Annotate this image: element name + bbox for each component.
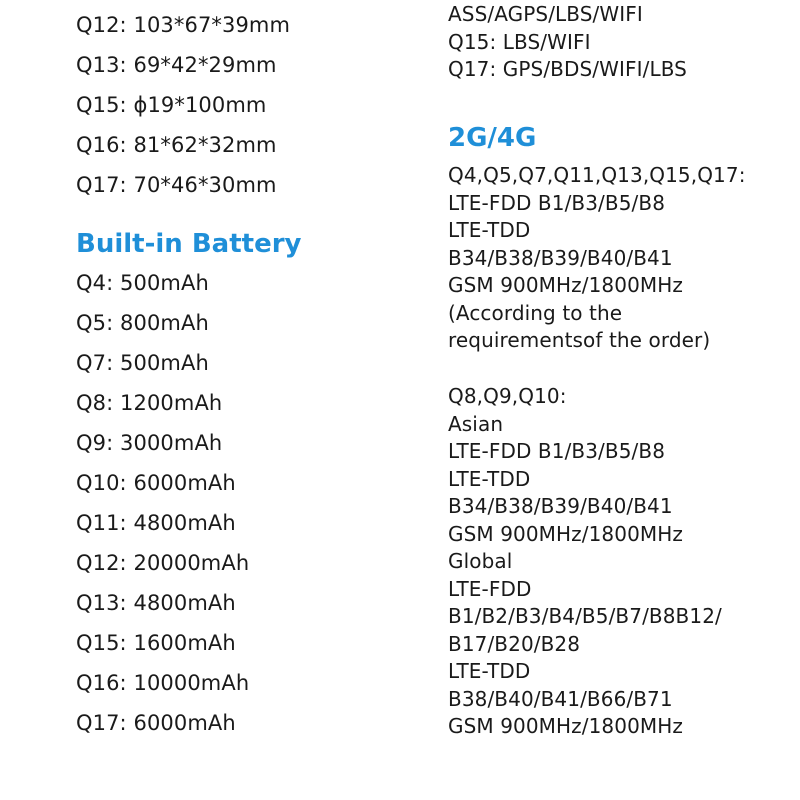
network-line: GSM 900MHz/1800MHz bbox=[448, 273, 684, 297]
network-note-line: (According to the bbox=[448, 300, 623, 325]
network-line: GSM 900MHz/1800MHz bbox=[448, 714, 684, 738]
network-line: B38/B40/B41/B66/B71 bbox=[448, 686, 673, 711]
network-line: LTE-FDD bbox=[448, 576, 532, 601]
battery-line-q8: Q8: 1200mAh bbox=[76, 391, 223, 415]
network-line: LTE-TDD bbox=[448, 218, 531, 242]
battery-line-q7: Q7: 500mAh bbox=[76, 351, 209, 375]
network-heading: 2G/4G bbox=[448, 123, 537, 153]
dimension-line-q15: Q15: ϕ19*100mm bbox=[76, 93, 267, 117]
battery-line-q17: Q17: 6000mAh bbox=[76, 711, 236, 735]
network-line: LTE-TDD bbox=[448, 659, 531, 683]
network-note-line: requirementsof the order) bbox=[448, 328, 711, 352]
network-line: B34/B38/B39/B40/B41 bbox=[448, 494, 673, 518]
network-line: LTE-TDD bbox=[448, 466, 531, 491]
dimension-line-q12: Q12: 103*67*39mm bbox=[76, 13, 291, 37]
network-line: B17/B20/B28 bbox=[448, 631, 581, 656]
battery-line-q5: Q5: 800mAh bbox=[76, 311, 209, 335]
positioning-line-1: ASS/AGPS/LBS/WIFI bbox=[448, 2, 643, 26]
network-models-line: Q4,Q5,Q7,Q11,Q13,Q15,Q17: bbox=[448, 163, 746, 187]
positioning-line-q15: Q15: LBS/WIFI bbox=[448, 29, 591, 54]
network-line: LTE-FDD B1/B3/B5/B8 bbox=[448, 439, 666, 463]
battery-list bbox=[76, 263, 249, 743]
battery-line-q10: Q10: 6000mAh bbox=[76, 471, 236, 495]
network-line: B34/B38/B39/B40/B41 bbox=[448, 245, 673, 270]
dimension-line-q17: Q17: 70*46*30mm bbox=[76, 173, 277, 197]
positioning-line-q17: Q17: GPS/BDS/WIFI/LBS bbox=[448, 57, 687, 81]
network-line: LTE-FDD B1/B3/B5/B8 bbox=[448, 190, 666, 215]
battery-line-q16: Q16: 10000mAh bbox=[76, 671, 250, 695]
positioning-list bbox=[448, 1, 687, 84]
battery-line-q4: Q4: 500mAh bbox=[76, 271, 209, 295]
battery-line-q13: Q13: 4800mAh bbox=[76, 591, 236, 615]
network-region-global: Global bbox=[448, 549, 513, 573]
network-block-1 bbox=[448, 162, 746, 355]
battery-heading: Built-in Battery bbox=[76, 229, 302, 259]
battery-line-q9: Q9: 3000mAh bbox=[76, 431, 223, 455]
network-models-line: Q8,Q9,Q10: bbox=[448, 384, 567, 408]
network-region-asian: Asian bbox=[448, 411, 504, 436]
network-block-2 bbox=[448, 383, 722, 741]
battery-line-q12: Q12: 20000mAh bbox=[76, 551, 250, 575]
dimension-line-q13: Q13: 69*42*29mm bbox=[76, 53, 277, 77]
dimension-line-q16: Q16: 81*62*32mm bbox=[76, 133, 277, 157]
dimensions-list bbox=[76, 5, 290, 205]
battery-line-q11: Q11: 4800mAh bbox=[76, 511, 236, 535]
battery-line-q15: Q15: 1600mAh bbox=[76, 631, 236, 655]
network-line: GSM 900MHz/1800MHz bbox=[448, 521, 684, 546]
network-line: B1/B2/B3/B4/B5/B7/B8B12/ bbox=[448, 604, 722, 628]
